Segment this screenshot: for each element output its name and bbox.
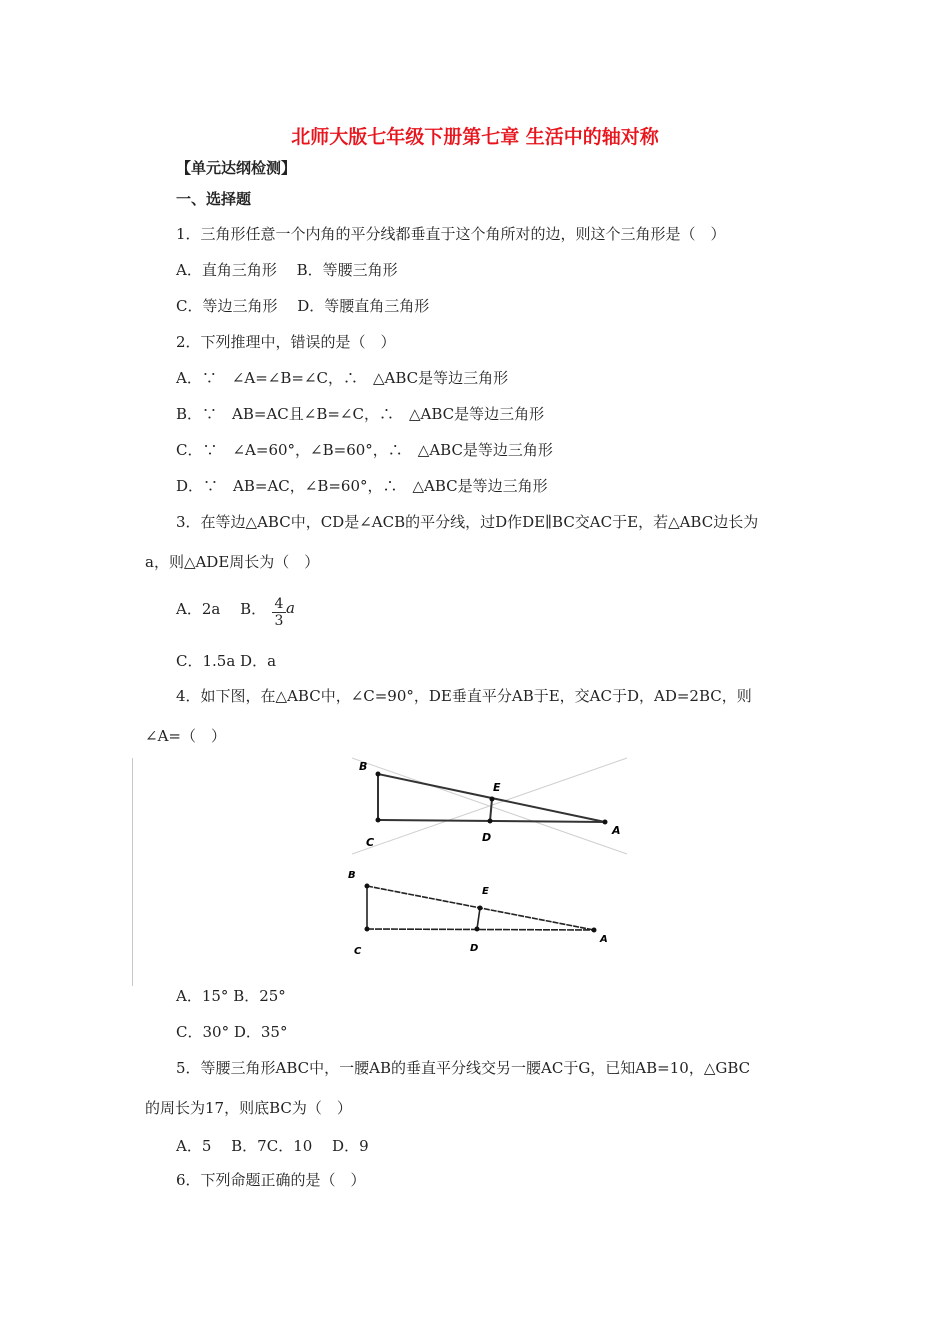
label-c: C <box>366 836 375 849</box>
fraction-variable: a <box>286 599 295 617</box>
q3-options-ab: A．2a B． <box>176 600 267 618</box>
margin-line <box>132 758 133 986</box>
question-4-cont: ∠A=（ ） <box>145 727 226 745</box>
label-e-2: E <box>482 886 489 897</box>
fraction-numerator: 4 <box>272 596 286 613</box>
fraction-denominator: 3 <box>274 613 284 629</box>
q4-options-cd: C．30° D．35° <box>176 1023 288 1041</box>
label-b-2: B <box>348 870 356 881</box>
question-3-cont: a，则△ADE周长为（ ） <box>145 553 320 571</box>
label-b: B <box>359 760 368 773</box>
label-d-2: D <box>470 943 479 954</box>
q4-options-ab: A．15° B．25° <box>176 987 286 1005</box>
q2-option-a: A．∵ ∠A=∠B=∠C，∴ △ABC是等边三角形 <box>176 369 509 387</box>
question-1: 1．三角形任意一个内角的平分线都垂直于这个角所对的边，则这个三角形是（ ） <box>176 225 726 243</box>
triangle-figure-2 <box>342 866 617 961</box>
fraction-4-3 <box>272 596 286 629</box>
question-3: 3．在等边△ABC中，CD是∠ACB的平分线，过D作DE∥BC交AC于E，若△ABC边长为 <box>176 513 759 531</box>
part-title: 一、选择题 <box>176 190 252 208</box>
question-5-cont: 的周长为17，则底BC为（ ） <box>145 1099 352 1117</box>
label-c-2: C <box>354 946 362 957</box>
label-d: D <box>482 831 492 844</box>
question-6: 6．下列命题正确的是（ ） <box>176 1171 366 1189</box>
q2-option-b: B．∵ AB=AC且∠B=∠C，∴ △ABC是等边三角形 <box>176 405 545 423</box>
q1-options-cd: C．等边三角形 D．等腰直角三角形 <box>176 297 430 315</box>
question-5: 5．等腰三角形ABC中，一腰AB的垂直平分线交另一腰AC于G，已知AB=10，△GBC <box>176 1059 751 1077</box>
question-4: 4．如下图，在△ABC中，∠C=90°，DE垂直平分AB于E，交AC于D，AD=2BC，则 <box>176 687 752 705</box>
question-2: 2．下列推理中，错误的是（ ） <box>176 333 396 351</box>
q1-options-ab: A．直角三角形 B．等腰三角形 <box>176 261 398 279</box>
triangle-figure-1 <box>352 756 632 856</box>
q2-option-c: C．∵ ∠A=60°，∠B=60°，∴ △ABC是等边三角形 <box>176 441 553 459</box>
section-header: 【单元达纲检测】 <box>176 159 297 177</box>
label-a-2: A <box>600 934 608 945</box>
q5-options: A．5 B．7C．10 D．9 <box>176 1137 369 1155</box>
q3-options-cd: C．1.5a D．a <box>176 652 277 670</box>
label-e: E <box>493 781 501 794</box>
q2-option-d: D．∵ AB=AC，∠B=60°，∴ △ABC是等边三角形 <box>176 477 548 495</box>
label-a: A <box>612 824 621 837</box>
document-title: 北师大版七年级下册第七章 生活中的轴对称 <box>291 126 659 148</box>
